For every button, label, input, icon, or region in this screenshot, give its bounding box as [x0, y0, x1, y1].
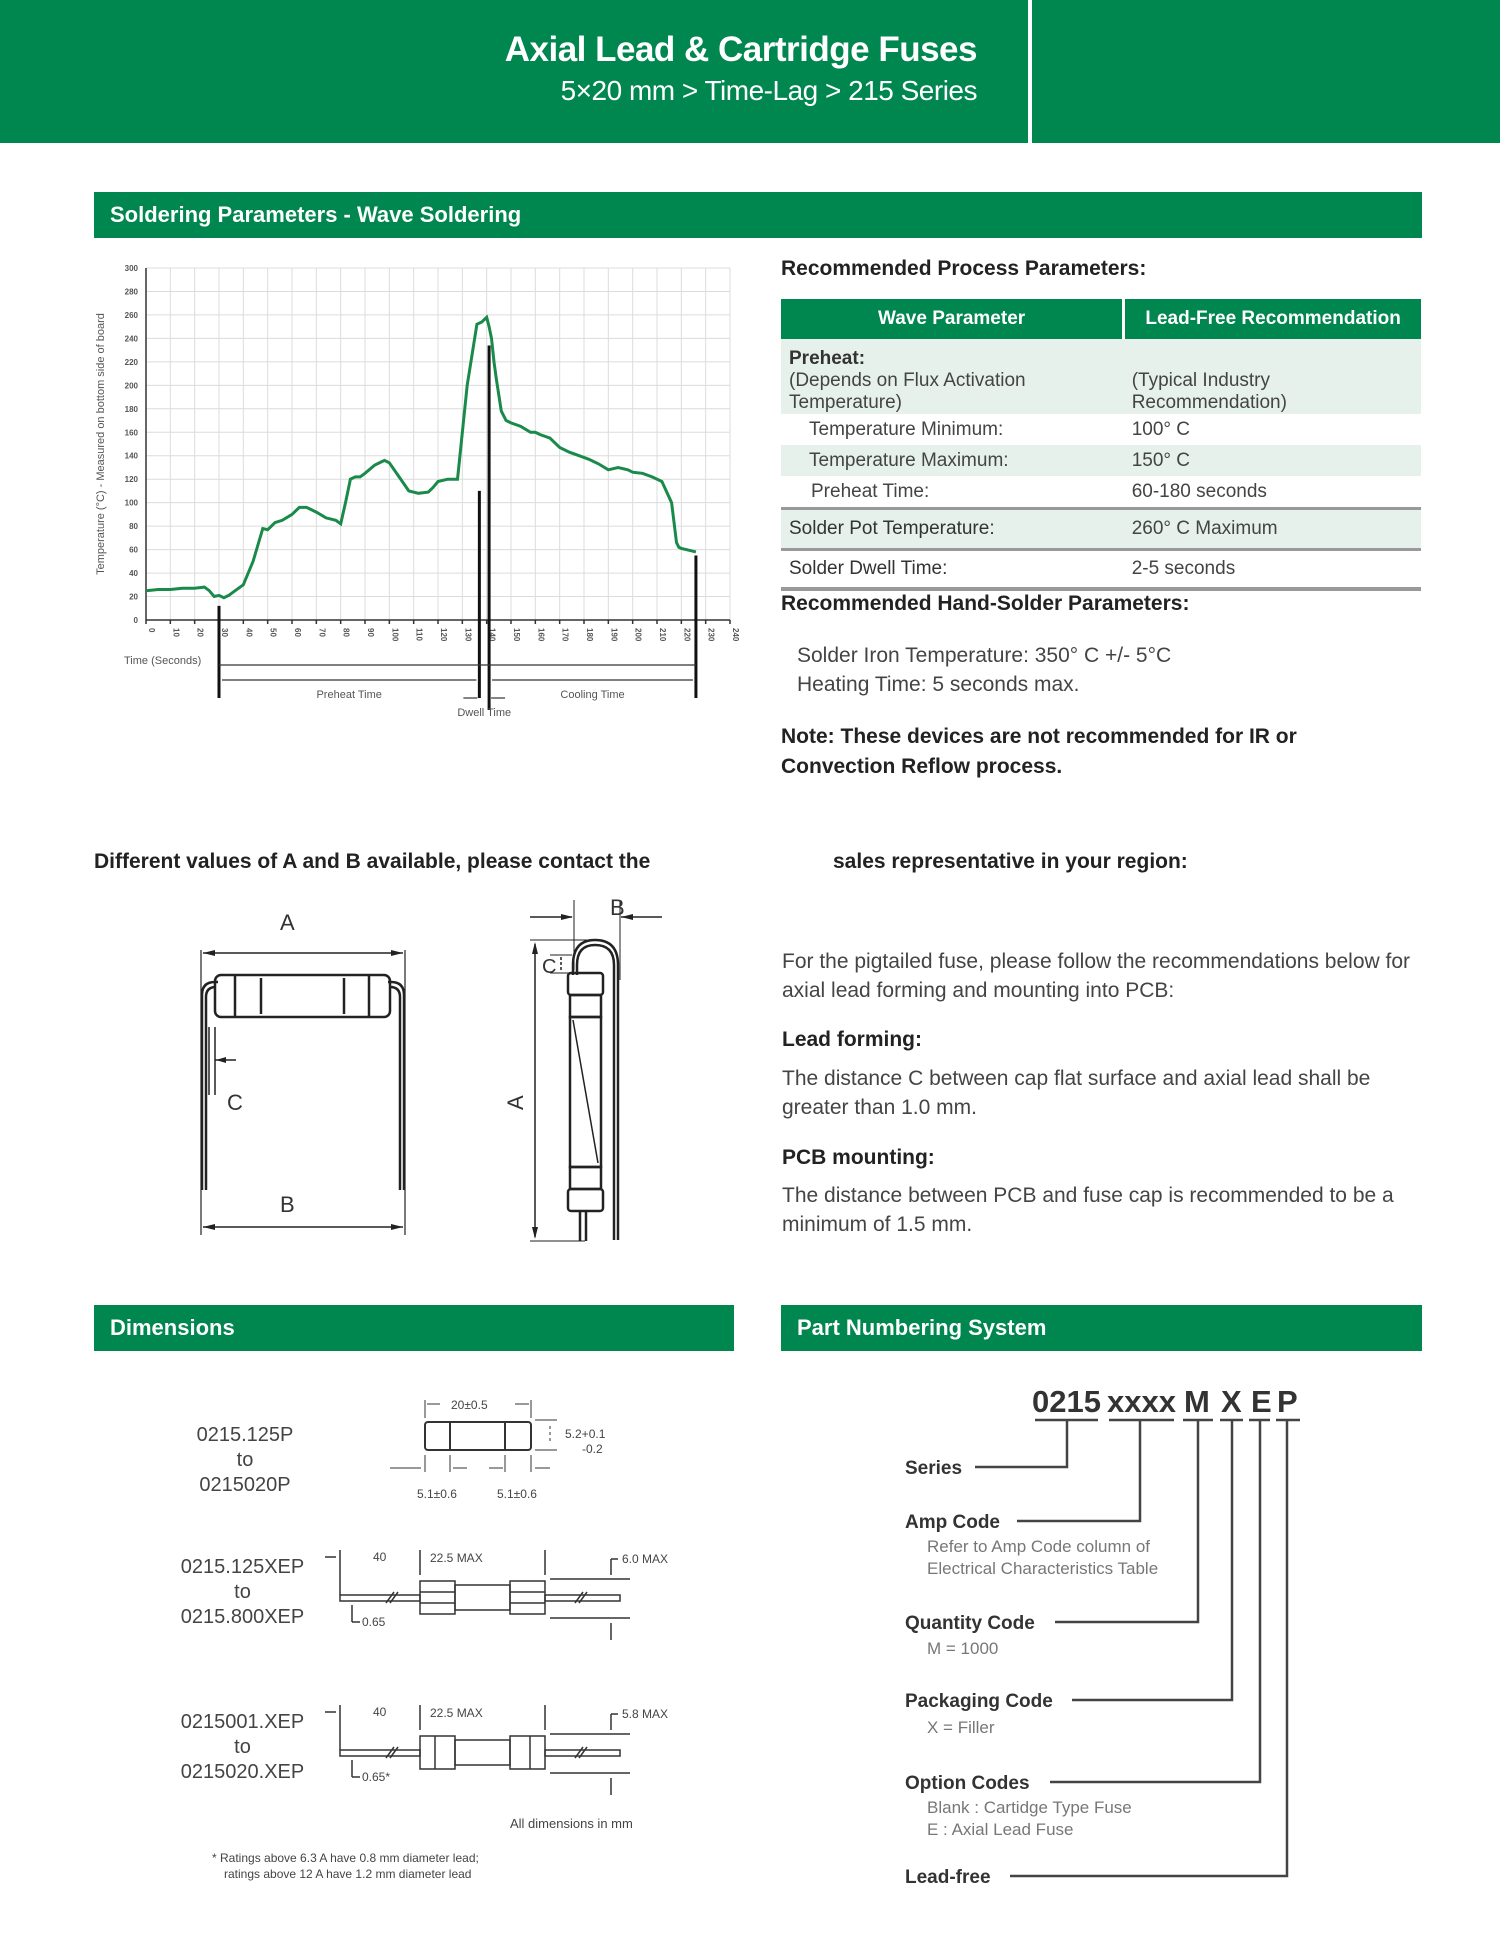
- part-from: 0215.125P: [196, 1424, 294, 1446]
- x-tick-label: 210: [658, 628, 667, 642]
- x-tick-label: 110: [414, 628, 424, 641]
- x-tick-label: 200: [633, 628, 643, 642]
- x-tick-label: 30: [220, 628, 229, 637]
- y-tick-label: 240: [124, 334, 138, 344]
- y-tick-label: 40: [129, 569, 138, 579]
- note-line-2: Convection Reflow process.: [781, 755, 1063, 778]
- process-params-table: [781, 299, 1421, 591]
- part-from: 0215001.XEP: [180, 1711, 305, 1733]
- x-tick-label: 190: [609, 628, 619, 642]
- dim-diameter: 5.2+0.1: [565, 1427, 606, 1441]
- pn-label-quantity: Quantity Code: [905, 1613, 1035, 1634]
- note-line-1: Note: These devices are not recommended for IR or: [781, 725, 1297, 748]
- pn-label-lead-free: Lead-free: [905, 1867, 991, 1888]
- pcb-mounting-text: The distance between PCB and fuse cap is recommended to be a minimum of 1.5 mm.: [782, 1184, 1394, 1236]
- pn-label-series: Series: [905, 1458, 963, 1479]
- page-title: Axial Lead & Cartridge Fuses: [504, 30, 977, 69]
- pn-label-packaging: Packaging Code: [905, 1691, 1053, 1712]
- lead-forming-diagram-horizontal: [170, 900, 430, 1240]
- dim-drawing-cartridge: [385, 1390, 645, 1510]
- dim-body-length: 22.5 MAX: [430, 1551, 483, 1565]
- reflow-note: [781, 722, 1297, 782]
- row-value: 2-5 seconds: [1124, 550, 1421, 590]
- y-tick-label: 160: [124, 428, 138, 438]
- part-from: 0215.125XEP: [180, 1556, 305, 1578]
- pn-desc-amp-1: Refer to Amp Code column of: [927, 1537, 1151, 1556]
- pigtail-intro: For the pigtailed fuse, please follow the recommendations below for axial lead forming and mounting into PCB:: [782, 950, 1411, 1002]
- header-divider: [1028, 0, 1032, 143]
- units-note: All dimensions in mm: [510, 1816, 633, 1831]
- label-c-vertical: C: [542, 956, 557, 978]
- x-tick-label: 150: [512, 628, 521, 642]
- part-to-word: to: [234, 1581, 251, 1603]
- y-tick-label: 0: [133, 616, 138, 625]
- table-row: [781, 550, 1421, 590]
- dim-cap-2: 5.1±0.6: [497, 1487, 537, 1501]
- row-label: Temperature Maximum:: [781, 445, 1124, 476]
- x-tick-label: 70: [317, 628, 327, 637]
- dim-wire: 0.65: [362, 1615, 386, 1629]
- pcb-mounting-title: PCB mounting:: [782, 1146, 935, 1169]
- page-subtitle: 5×20 mm > Time-Lag > 215 Series: [560, 75, 977, 106]
- code-option: E: [1251, 1384, 1272, 1419]
- x-tick-label: 50: [268, 628, 278, 637]
- x-tick-label: 230: [706, 628, 716, 642]
- y-tick-label: 20: [129, 592, 138, 602]
- dim-drawing-axial-1: [320, 1545, 690, 1645]
- x-tick-label: 140: [487, 628, 497, 642]
- label-b-vertical: B: [610, 895, 625, 920]
- table-row: [781, 370, 1421, 414]
- dim-group-3-partnumbers: [165, 1710, 320, 1785]
- annotation-dwell-time: Dwell Time: [457, 707, 512, 718]
- x-tick-label: 240: [731, 628, 740, 642]
- table-row: [781, 339, 1421, 370]
- part-to-word: to: [236, 1449, 254, 1471]
- y-tick-label: 220: [124, 357, 138, 367]
- lead-forming-text: The distance C between cap flat surface and axial lead shall be greater than 1.0 mm.: [782, 1067, 1371, 1119]
- code-amp: xxxx: [1107, 1384, 1176, 1419]
- row-value: 150° C: [1124, 445, 1421, 476]
- label-a-vertical: A: [503, 1095, 528, 1110]
- footnote-2: ratings above 12 A have 1.2 mm diameter lead: [224, 1867, 472, 1881]
- preheat-note: (Depends on Flux Activation Temperature): [781, 370, 1124, 414]
- table-row: [781, 414, 1421, 445]
- y-tick-label: 140: [124, 451, 138, 461]
- code-series: 0215: [1032, 1384, 1101, 1419]
- pn-label-option: Option Codes: [905, 1773, 1030, 1794]
- row-value: 100° C: [1131, 418, 1190, 440]
- y-tick-label: 100: [124, 498, 138, 508]
- dim-drawing-axial-2: [320, 1700, 690, 1800]
- y-tick-label: 300: [124, 264, 138, 273]
- table-row: [781, 445, 1421, 476]
- page-header: [0, 0, 1500, 143]
- x-tick-label: 220: [682, 628, 692, 642]
- col-header-lead-free: Lead-Free Recommendation: [1124, 299, 1421, 339]
- y-tick-label: 280: [124, 287, 138, 297]
- y-tick-label: 60: [129, 545, 138, 555]
- row-label: Solder Pot Temperature:: [781, 509, 1124, 550]
- hand-solder-line-2: Heating Time: 5 seconds max.: [797, 673, 1080, 696]
- x-tick-label: 10: [171, 628, 181, 637]
- preheat-label: Preheat:: [781, 339, 1124, 370]
- x-tick-label: 20: [195, 628, 205, 637]
- x-tick-label: 80: [341, 628, 351, 637]
- row-label: Preheat Time:: [811, 480, 930, 502]
- code-quantity: M: [1184, 1384, 1210, 1419]
- x-tick-label: 0: [147, 628, 156, 633]
- pn-label-amp-code: Amp Code: [905, 1512, 1000, 1533]
- lead-forming-title: Lead forming:: [782, 1028, 922, 1051]
- table-row: [781, 509, 1421, 550]
- code-packaging: X: [1221, 1384, 1242, 1419]
- preheat-note-2: (Typical Industry Recommendation): [1124, 370, 1421, 414]
- dim-diameter-max: 6.0 MAX: [622, 1552, 669, 1566]
- section-bar-wave-soldering: Soldering Parameters - Wave Soldering: [94, 192, 1422, 238]
- chart-xlabel: Time (Seconds): [124, 655, 202, 667]
- annotation-label: Cooling Time: [560, 689, 625, 701]
- pn-desc-amp-2: Electrical Characteristics Table: [927, 1559, 1159, 1578]
- x-tick-label: 100: [390, 628, 400, 642]
- dim-diameter-tol: -0.2: [582, 1442, 603, 1456]
- row-label: Temperature Minimum:: [809, 418, 1004, 440]
- x-tick-label: 120: [439, 628, 448, 642]
- row-value: 60-180 seconds: [1131, 480, 1267, 502]
- table-row: [781, 476, 1421, 509]
- dim-lead-length: 40: [373, 1705, 387, 1719]
- dim-cap-1: 5.1±0.6: [417, 1487, 457, 1501]
- x-tick-label: 130: [463, 628, 473, 642]
- col-header-wave-parameter: Wave Parameter: [781, 299, 1124, 339]
- part-to: 0215020P: [199, 1474, 291, 1496]
- ab-heading-left: Different values of A and B available, please contact the: [94, 850, 651, 873]
- x-tick-label: 90: [366, 628, 375, 637]
- ab-heading-right: sales representative in your region:: [833, 850, 1188, 873]
- chart-series-wave-profile: [146, 317, 696, 597]
- dim-lead-length: 40: [373, 1550, 387, 1564]
- x-tick-label: 180: [585, 628, 594, 642]
- hand-solder-line-1: Solder Iron Temperature: 350° C +/- 5°C: [797, 644, 1172, 667]
- y-tick-label: 260: [124, 310, 138, 320]
- label-a: A: [280, 910, 295, 935]
- annotation-label: Preheat Time: [316, 689, 382, 701]
- dim-length: 20±0.5: [451, 1398, 488, 1412]
- dim-diameter-max: 5.8 MAX: [622, 1707, 669, 1721]
- dim-body-length: 22.5 MAX: [430, 1706, 483, 1720]
- dim-group-1-partnumbers: [170, 1423, 320, 1498]
- section-bar-part-numbering: Part Numbering System: [781, 1305, 1422, 1351]
- x-tick-label: 170: [560, 628, 570, 642]
- x-tick-label: 60: [293, 628, 302, 637]
- wave-soldering-chart: [88, 258, 748, 718]
- label-c: C: [227, 1090, 243, 1115]
- chart-ylabel: Temperature (°C) - Measured on bottom side of board: [95, 313, 107, 575]
- footnote-1: * Ratings above 6.3 A have 0.8 mm diameter lead;: [212, 1851, 479, 1865]
- y-tick-label: 120: [124, 475, 138, 485]
- code-leadfree: P: [1277, 1384, 1298, 1419]
- x-tick-label: 40: [244, 628, 254, 637]
- y-tick-label: 80: [129, 522, 138, 532]
- pn-desc-packaging: X = Filler: [927, 1718, 995, 1737]
- section-bar-dimensions: Dimensions: [94, 1305, 734, 1351]
- pn-desc-quantity: M = 1000: [927, 1639, 999, 1658]
- hand-solder-title: Recommended Hand-Solder Parameters:: [781, 592, 1190, 615]
- part-to: 0215.800XEP: [180, 1606, 305, 1628]
- lead-forming-diagram-vertical: [490, 895, 690, 1245]
- y-tick-label: 180: [124, 404, 138, 414]
- y-tick-label: 200: [124, 381, 138, 391]
- row-value: 260° C Maximum: [1124, 509, 1421, 550]
- row-label: Solder Dwell Time:: [781, 550, 1124, 590]
- label-b: B: [280, 1192, 295, 1217]
- process-params-title: Recommended Process Parameters:: [781, 257, 1147, 280]
- pn-desc-option-1: Blank : Cartidge Type Fuse: [927, 1798, 1132, 1817]
- dim-group-2-partnumbers: [165, 1555, 320, 1630]
- part-numbering-diagram: [890, 1370, 1310, 1900]
- part-to: 0215020.XEP: [180, 1761, 305, 1783]
- pn-desc-option-2: E : Axial Lead Fuse: [927, 1820, 1074, 1839]
- part-to-word: to: [234, 1736, 251, 1758]
- dim-wire: 0.65*: [362, 1770, 391, 1784]
- x-tick-label: 160: [536, 628, 546, 642]
